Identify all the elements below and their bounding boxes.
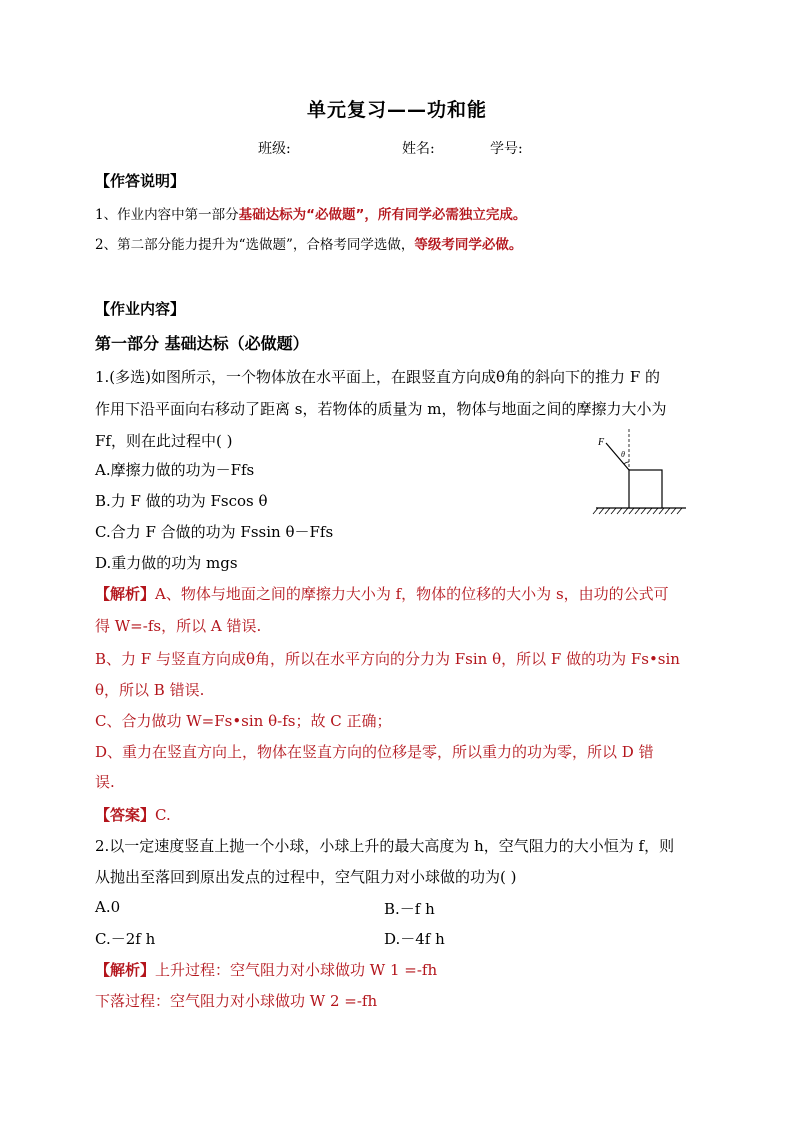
instruction-item-2: [95, 233, 522, 253]
q1-stem-line-3: Ff，则在此过程中( ): [95, 432, 233, 450]
q2-analysis-text-1: 上升过程：空气阻力对小球做功 W 1 =-fh: [155, 961, 438, 979]
instructions-heading: 【作答说明】: [95, 172, 186, 190]
class-label: 班级:: [258, 141, 291, 157]
q1-analysis-line-1: [95, 583, 669, 604]
q1-analysis-text-1: A、物体与地面之间的摩擦力大小为 f，物体的位移的大小为 s，由功的公式可: [155, 585, 669, 603]
page-title: 单元复习——功和能: [306, 99, 487, 121]
q1-analysis-line-2: 得 W=-fs，所以 A 错误.: [95, 617, 262, 635]
q2-option-c: C.－2f h: [95, 930, 156, 948]
instruction-2-emphasis: 等级考同学必做。: [414, 237, 523, 253]
q2-option-d: D.－4f h: [384, 930, 445, 948]
instruction-1-emphasis: 基础达标为“必做题”，所有同学必需独立完成。: [238, 207, 527, 223]
q1-answer: [95, 804, 171, 825]
q1-analysis-tag: 【解析】: [95, 585, 156, 603]
q1-analysis-line-6: D、重力在竖直方向上，物体在竖直方向的位移是零，所以重力的功为零，所以 D 错: [95, 743, 654, 761]
angle-label: θ: [621, 450, 625, 459]
q1-analysis-line-4: θ，所以 B 错误.: [95, 681, 205, 699]
q1-analysis-line-7: 误.: [95, 773, 115, 791]
q2-option-a: A.0: [95, 898, 121, 916]
q1-answer-tag: 【答案】: [95, 806, 156, 824]
q2-stem-line-1: 2.以一定速度竖直上抛一个小球，小球上升的最大高度为 h，空气阻力的大小恒为 f，则: [95, 837, 675, 855]
q2-option-b: B.－f h: [384, 900, 435, 918]
q2-stem-line-2: 从抛出至落回到原出发点的过程中，空气阻力对小球做的功为( ): [95, 868, 517, 886]
q2-analysis-line-2: 下落过程：空气阻力对小球做功 W 2 =-fh: [95, 992, 378, 1010]
q2-analysis-tag: 【解析】: [95, 961, 156, 979]
q1-option-c: C.合力 F 合做的功为 Fssin θ－Ffs: [95, 523, 334, 541]
q1-option-a: A.摩擦力做的功为－Ffs: [95, 461, 255, 479]
q1-analysis-line-3: B、力 F 与竖直方向成θ角，所以在水平方向的分力为 Fsin θ，所以 F 做的功为 Fs•sin: [95, 650, 680, 668]
instruction-2-text: 2、第二部分能力提升为“选做题”，合格考同学选做，: [95, 237, 415, 253]
q1-option-d: D.重力做的功为 mgs: [95, 554, 238, 572]
content-heading: 【作业内容】: [95, 300, 186, 318]
instruction-1-text: 1、作业内容中第一部分: [95, 207, 239, 223]
q1-answer-value: C.: [155, 806, 171, 824]
force-label: F: [598, 437, 605, 448]
instruction-item-1: [95, 203, 526, 223]
part1-heading: 第一部分 基础达标（必做题）: [95, 334, 309, 353]
q1-analysis-line-5: C、合力做功 W=Fs•sin θ-fs；故 C 正确；: [95, 712, 392, 730]
q2-analysis-line-1: [95, 959, 437, 980]
block-force-diagram: [590, 423, 690, 522]
q1-stem-line-2: 作用下沿平面向右移动了距离 s，若物体的质量为 m，物体与地面之间的摩擦力大小为: [95, 400, 667, 418]
name-label: 姓名:: [402, 141, 435, 157]
student-id-label: 学号:: [490, 141, 523, 157]
q1-option-b: B.力 F 做的功为 Fscos θ: [95, 492, 268, 510]
q1-stem-line-1: 1.(多选)如图所示，一个物体放在水平面上，在跟竖直方向成θ角的斜向下的推力 F 的: [95, 368, 660, 386]
